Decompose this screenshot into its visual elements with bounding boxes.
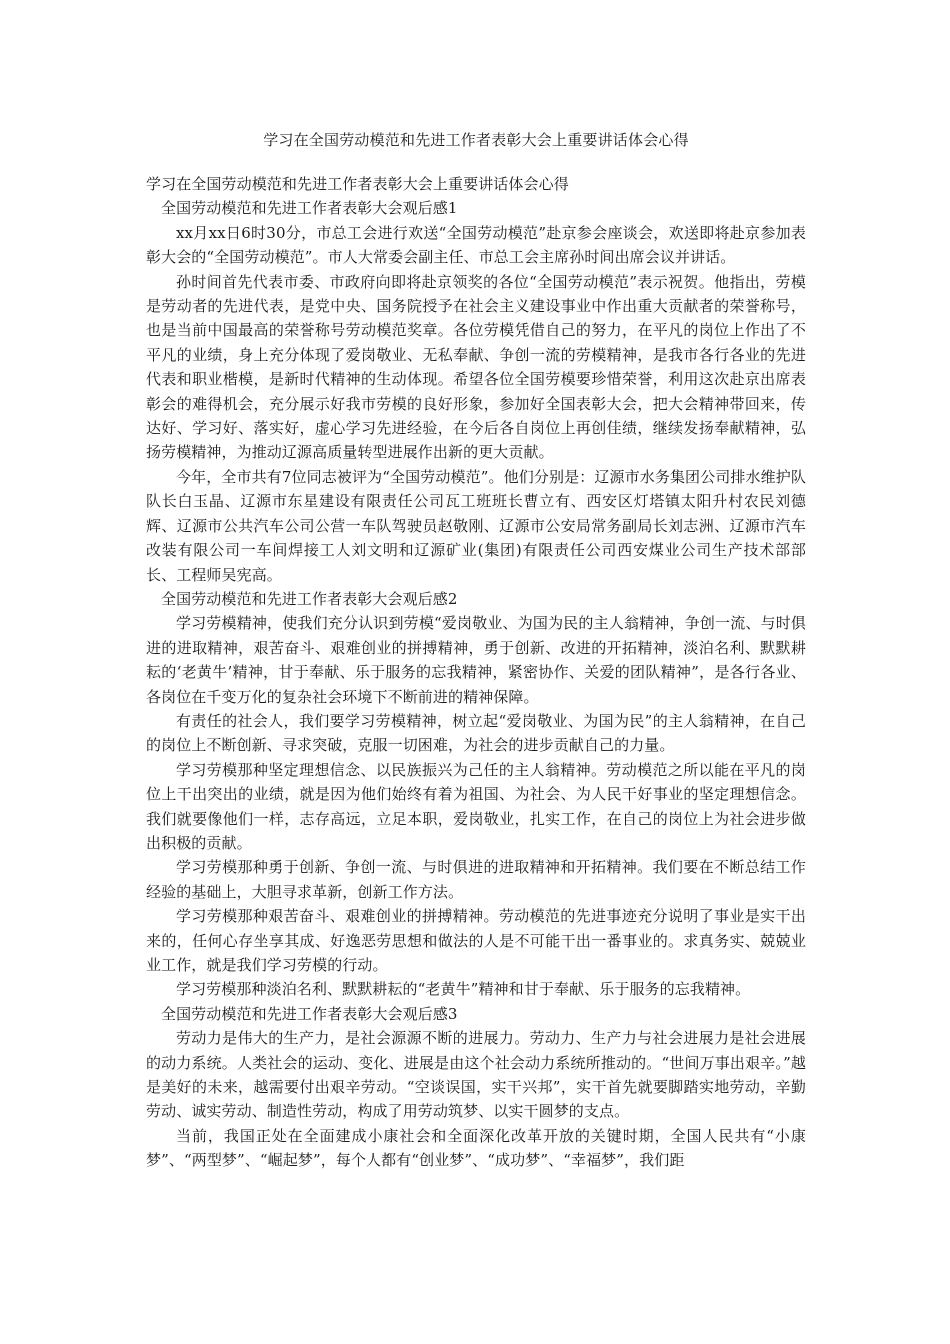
section-heading: 全国劳动模范和先进工作者表彰大会观后感3	[161, 1004, 458, 1023]
document-title: 学习在全国劳动模范和先进工作者表彰大会上重要讲话体会心得	[263, 131, 689, 149]
body-paragraph: 孙时间首先代表市委、市政府向即将赴京领奖的各位“全国劳动模范”表示祝贺。他指出，劳模是劳动者的先进代表，是党中央、国务院授予在社会主义建设事业中作出重大贡献者的荣誉称号，也是当前中国最高的荣誉称号劳动模范奖章。各位劳模凭借自己的努力，在平凡的岗位上作出了不平凡的业绩，身上充分体现了爱岗敬业、无私奉献、争创一流的劳模精神，是我市各行各业的先进代表和职业楷模，是新时代精神的生动体现。希望各位全国劳模要珍惜荣誉，利用这次赴京出席表彰会的难得机会，充分展示好我市劳模的良好形象，参加好全国表彰大会，把大会精神带回来，传达好、学习好、落实好，虚心学习先进经验，在今后各自岗位上再创佳绩，继续发扬奉献精神，弘扬劳模精神，为推动辽源高质量转型进展作出新的更大贡献。	[146, 272, 806, 462]
body-paragraph: 学习劳模那种艰苦奋斗、艰难创业的拼搏精神。劳动模范的先进事迹充分说明了事业是实干出来的，任何心存坐享其成、好逸恶劳思想和做法的人是不可能干出一番事业的。求真务实、兢兢业业工作，就是我们学习劳模的行动。	[146, 907, 806, 974]
body-paragraph: 学习劳模那种坚定理想信念、以民族振兴为己任的主人翁精神。劳动模范之所以能在平凡的岗位上干出突出的业绩，就是因为他们始终有着为祖国、为社会、为人民干好事业的坚定理想信念。我们就要像他们一样，志存高远，立足本职，爱岗敬业，扎实工作，在自己的岗位上为社会进步做出积极的贡献。	[146, 760, 806, 852]
body-paragraph: 学习劳模精神，使我们充分认识到劳模“爱岗敬业、为国为民的主人翁精神，争创一流、与时俱进的进取精神，艰苦奋斗、艰难创业的拼搏精神，勇于创新、改进的开拓精神，淡泊名利、默默耕耘的‘老黄牛’精神，甘于奉献、乐于服务的忘我精神，紧密协作、关爱的团队精神”，是各行各业、各岗位在千变万化的复杂社会环境下不断前进的精神保障。	[146, 614, 806, 706]
body-paragraph: 当前，我国正处在全面建成小康社会和全面深化改革开放的关键时期，全国人民共有“小康梦”、“两型梦”、“崛起梦”，每个人都有“创业梦”、“成功梦”、“幸福梦”，我们距	[146, 1126, 806, 1170]
body-paragraph: xx月xx日6时30分，市总工会进行欢送“全国劳动模范”赴京参会座谈会，欢送即将赴京参加表彰大会的“全国劳动模范”。市人大常委会副主任、市总工会主席孙时间出席会议并讲话。	[146, 223, 806, 267]
body-paragraph: 今年，全市共有7位同志被评为“全国劳动模范”。他们分别是：辽源市水务集团公司排水维护队队长白玉晶、辽源市东星建设有限责任公司瓦工班班长曹立有、西安区灯塔镇太阳升村农民刘德辉、辽源市公共汽车公司公营一车队驾驶员赵敬刚、辽源市公安局常务副局长刘志洲、辽源市汽车改装有限公司一车间焊接工人刘文明和辽源矿业(集团)有限责任公司西安煤业公司生产技术部部长、工程师吴宪高。	[146, 467, 806, 584]
document-page	[146, 0, 806, 1344]
section-heading: 全国劳动模范和先进工作者表彰大会观后感2	[161, 589, 458, 608]
document-body	[146, 172, 806, 1173]
body-paragraph: 学习劳模那种淡泊名利、默默耕耘的“老黄牛”精神和甘于奉献、乐于服务的忘我精神。	[176, 980, 751, 999]
body-paragraph: 劳动力是伟大的生产力，是社会源源不断的进展力。劳动力、生产力与社会进展力是社会进展的动力系统。人类社会的运动、变化、进展是由这个社会动力系统所推动的。“世间万事出艰辛。”越是美好的未来，越需要付出艰辛劳动。“空谈误国，实干兴邦”，实干首先就要脚踏实地劳动，辛勤劳动、诚实劳动、制造性劳动，构成了用劳动筑梦、以实干圆梦的支点。	[146, 1029, 806, 1121]
body-paragraph: 学习劳模那种勇于创新、争创一流、与时俱进的进取精神和开拓精神。我们要在不断总结工作经验的基础上，大胆寻求革新，创新工作方法。	[146, 858, 806, 901]
body-paragraph: 有责任的社会人，我们要学习劳模精神，树立起“爱岗敬业、为国为民”的主人翁精神，在自己的岗位上不断创新、寻求突破，克服一切困难，为社会的进步贡献自己的力量。	[146, 711, 806, 755]
section-heading: 全国劳动模范和先进工作者表彰大会观后感1	[161, 199, 458, 218]
body-paragraph: 学习在全国劳动模范和先进工作者表彰大会上重要讲话体会心得	[146, 175, 569, 193]
